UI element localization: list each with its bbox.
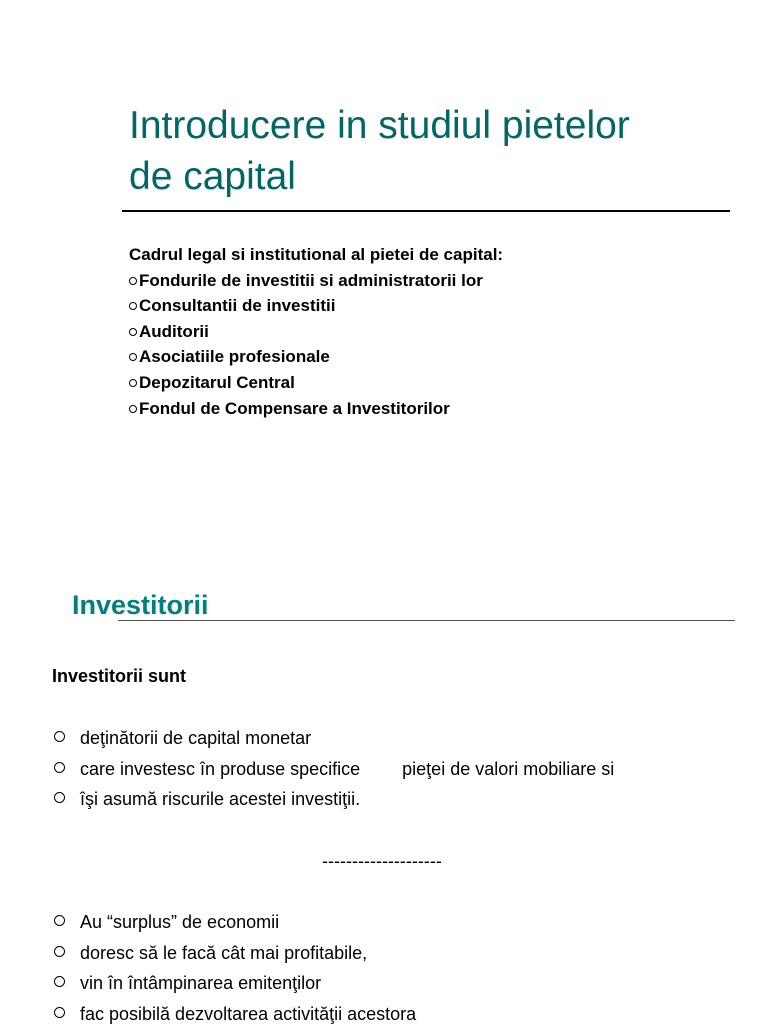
circle-outline-icon <box>54 1007 65 1018</box>
slide1-content-list <box>129 242 729 421</box>
list-item <box>129 293 729 319</box>
list-item-text: Au “surplus” de economii <box>80 912 279 932</box>
list-item <box>52 723 614 754</box>
slide1-title-line1: Introducere in studiul pietelor <box>129 100 729 151</box>
circle-outline-icon <box>129 328 137 336</box>
list-item-text: Consultantii de investitii <box>139 296 335 315</box>
list-item-text: Auditorii <box>139 322 209 341</box>
slide2-divider <box>118 620 735 621</box>
list-item <box>52 938 416 969</box>
list-item-text: deţinătorii de capital monetar <box>80 728 311 748</box>
list-item-text: Fondul de Compensare a Investitorilor <box>139 399 450 418</box>
list-item <box>52 784 614 815</box>
circle-outline-icon <box>54 915 65 926</box>
list-item <box>52 968 416 999</box>
circle-outline-icon <box>129 277 137 285</box>
slide1-title <box>129 100 729 202</box>
circle-outline-icon <box>54 976 65 987</box>
list-item-text: care investesc în produse specifice <box>80 759 360 779</box>
circle-outline-icon <box>129 353 137 361</box>
slide1-divider <box>122 210 730 212</box>
list-item <box>129 396 729 422</box>
circle-outline-icon <box>54 946 65 957</box>
list-item-text: Asociatiile profesionale <box>139 347 330 366</box>
list-item-text: doresc să le facă cât mai profitabile, <box>80 943 367 963</box>
list-item-text: îşi asumă riscurile acestei investiţii. <box>80 789 360 809</box>
list-item <box>52 754 614 785</box>
slide2-subtitle: Investitorii sunt <box>52 664 186 688</box>
slide1-heading: Cadrul legal si institutional al pietei de capital: <box>129 242 729 268</box>
circle-outline-icon <box>129 405 137 413</box>
circle-outline-icon <box>54 762 65 773</box>
separator-line: -------------------- <box>322 849 442 873</box>
list-item <box>52 999 416 1029</box>
list-item-text: Depozitarul Central <box>139 373 295 392</box>
circle-outline-icon <box>54 792 65 803</box>
circle-outline-icon <box>129 379 137 387</box>
investor-definition-list <box>52 723 614 815</box>
list-item-text: vin în întâmpinarea emitenţilor <box>80 973 321 993</box>
list-item-text: fac posibilă dezvoltarea activităţii acestora <box>80 1004 416 1024</box>
list-item-text-continued: pieţei de valori mobiliare si <box>402 759 614 779</box>
circle-outline-icon <box>54 731 65 742</box>
list-item <box>52 907 416 938</box>
slide1-title-line2: de capital <box>129 151 729 202</box>
list-item <box>129 370 729 396</box>
list-item <box>129 319 729 345</box>
investor-traits-list <box>52 907 416 1029</box>
circle-outline-icon <box>129 302 137 310</box>
list-item <box>129 268 729 294</box>
list-item <box>129 344 729 370</box>
list-item-text: Fondurile de investitii si administratorii lor <box>139 271 483 290</box>
slide2-title: Investitorii <box>72 588 209 622</box>
